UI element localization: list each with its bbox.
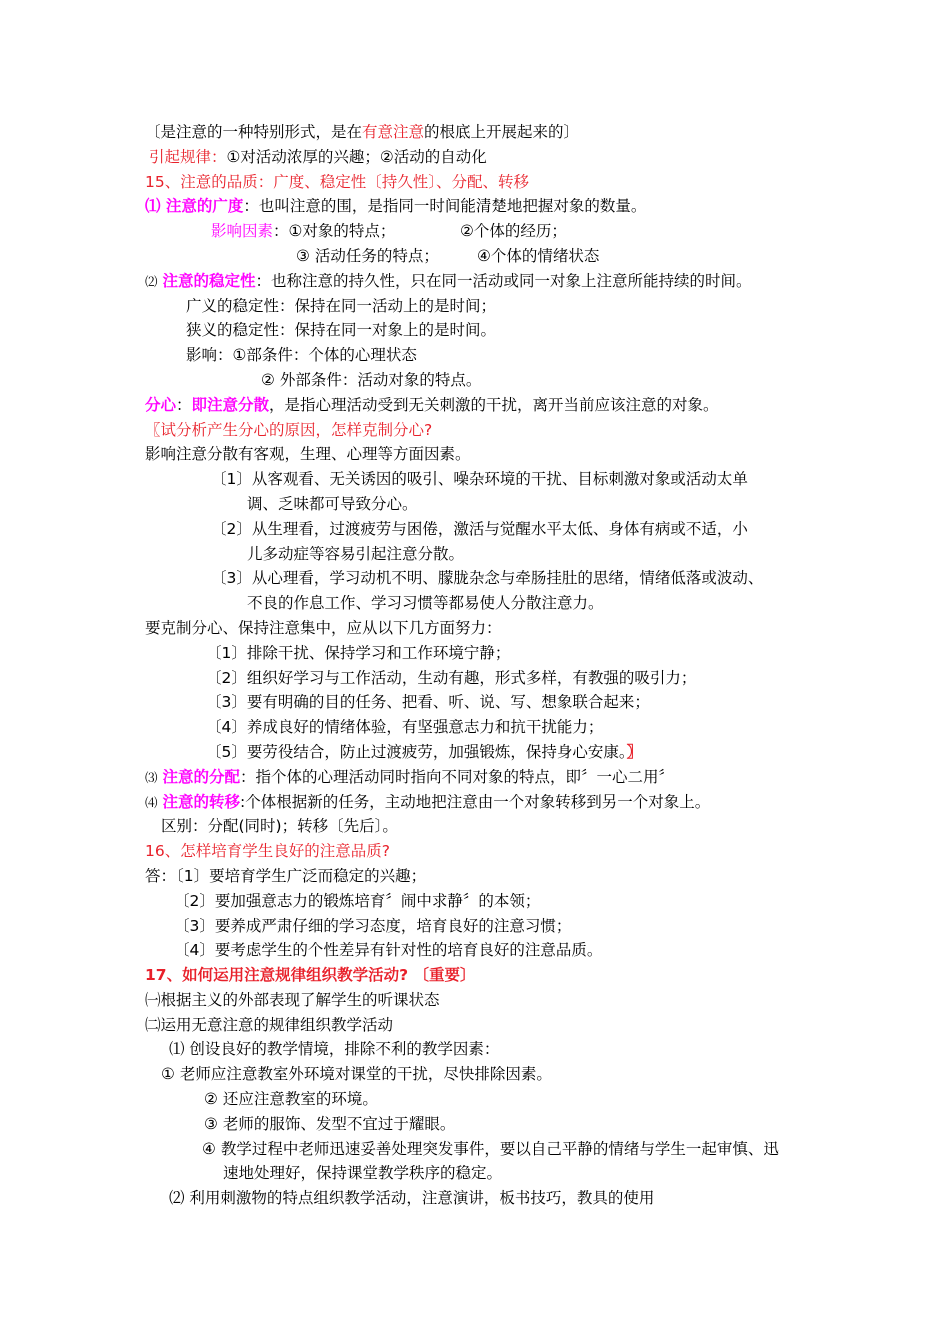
text-line (145, 393, 950, 418)
text-line: 答：〔1〕要培育学生广泛而稳定的兴趣； (145, 866, 427, 885)
text-line: 影响注意分散有客观，生理、心理等方面因素。 (145, 445, 471, 464)
text-segment: ③ 活动任务的特点； (296, 246, 439, 265)
highlight-term: 注意的转移 (162, 792, 240, 811)
text-line: ⑴ 创设良好的教学情境，排除不利的教学因素： (169, 1040, 500, 1059)
list-item: 〔2〕要加强意志力的锻炼培育〞闹中求静〞的本领； (174, 891, 541, 910)
text-line (145, 765, 950, 790)
text-line (149, 145, 950, 170)
highlight-term: 引起规律： (149, 147, 227, 166)
text-segment: 〔是注意的一种特别形式，是在 (145, 123, 363, 141)
text-line: 影响：①部条件：个体的心理状态 (186, 346, 417, 365)
highlight-term: 即注意分散 (191, 395, 270, 414)
highlight-term: 注意的稳定性 (162, 271, 256, 290)
text-line: 广义的稳定性：保持在同一活动上的是时间； (186, 296, 497, 315)
highlight-term: 分心 (145, 395, 177, 414)
question-heading: 〖试分析产生分心的原因，怎样克制分心? (145, 420, 433, 439)
document-page (0, 120, 950, 1211)
text-segment: ④个体的情绪状态 (477, 246, 600, 265)
text-line (145, 120, 950, 145)
list-item: ③ 老师的服饰、发型不宜过于耀眼。 (204, 1114, 456, 1133)
text-line: 速地处理好，保持课堂教学秩序的稳定。 (223, 1164, 503, 1183)
text-line (145, 790, 950, 815)
highlight-term: 注意的分配 (162, 767, 240, 786)
highlight-term: ⑴ 注意的广度 (145, 197, 244, 216)
text-segment: 的根底上开展起来的〕 (424, 123, 580, 141)
text-line: ㈠根据主义的外部表现了解学生的听课状态 (145, 990, 440, 1009)
highlight-term: 影响因素 (211, 222, 274, 241)
text-segment: ：也称注意的持久性，只在同一活动或同一对象上注意所能持续的时间。 (255, 271, 752, 290)
text-line (145, 194, 950, 219)
text-segment: ： (176, 395, 192, 414)
list-item: ② 还应注意教室的环境。 (204, 1090, 378, 1109)
highlight-term: 有意注意 (362, 123, 425, 141)
list-item (206, 740, 950, 765)
text-segment: :个体根据新的任务，主动地把注意由一个对象转移到另一个对象上。 (239, 792, 711, 811)
text-segment: ⑵ (145, 273, 158, 289)
text-line: 儿多动症等容易引起注意分散。 (247, 544, 465, 563)
list-item: 〔1〕排除干扰、保持学习和工作环境宁静； (206, 643, 511, 662)
text-segment: ⑷ (145, 794, 158, 810)
text-line: ② 外部条件：活动对象的特点。 (261, 370, 482, 389)
list-item: 〔2〕组织好学习与工作活动，生动有趣，形式多样，有教强的吸引力； (206, 668, 697, 687)
text-line: 〔1〕从客观看、无关诱因的吸引、噪杂环境的干扰、目标刺激对象或活动太单 (211, 470, 748, 489)
text-line: 调、乏味都可导致分心。 (247, 494, 418, 513)
closing-bracket: 〗 (626, 742, 643, 761)
text-line (145, 269, 950, 294)
text-line: 区别：分配(同时)；转移〔先后〕。 (161, 817, 398, 836)
text-line: 〔3〕从心理看，学习动机不明、朦胧杂念与牵肠挂肚的思绪，情绪低落或波动、 (211, 569, 764, 588)
list-item: 〔4〕养成良好的情绪体验，有坚强意志力和抗干扰能力； (206, 718, 604, 737)
text-line (211, 219, 950, 244)
list-item: ① 老师应注意教室外环境对课堂的干扰，尽快排除因素。 (161, 1065, 552, 1084)
text-segment: ：①对象的特点； (273, 222, 396, 241)
text-line (296, 244, 950, 269)
list-item: 〔3〕要养成严肃仔细的学习态度，培育良好的注意习惯； (174, 916, 572, 935)
text-segment: ：也叫注意的围，是指同一时间能清楚地把握对象的数量。 (243, 197, 647, 216)
text-line: 不良的作息工作、学习习惯等都易使人分散注意力。 (247, 594, 604, 613)
list-item: ④ 教学过程中老师迅速妥善处理突发事件，要以自己平静的情绪与学生一起审慎、迅 (202, 1139, 779, 1158)
text-line: 要克制分心、保持注意集中，应从以下几方面努力： (145, 618, 502, 637)
text-segment: ②个体的经历； (460, 222, 567, 241)
section-heading: 17、如何运用注意规律组织教学活动? 〔重要〕 (145, 966, 476, 985)
text-segment: 〔5〕要劳役结合，防止过渡疲劳，加强锻炼，保持身心安康。 (206, 742, 627, 761)
text-line: ⑵ 利用刺激物的特点组织教学活动，注意演讲，板书技巧，教具的使用 (169, 1189, 655, 1208)
list-item: 〔3〕要有明确的目的任务、把看、听、说、写、想象联合起来； (206, 693, 650, 712)
text-segment: ，是指心理活动受到无关刺激的干扰，离开当前应该注意的对象。 (269, 395, 719, 414)
list-item: 〔4〕要考虑学生的个性差异有针对性的培育良好的注意品质。 (174, 941, 603, 960)
text-segment: ⑶ (145, 769, 158, 785)
text-line: 狭义的稳定性：保持在同一对象上的是时间。 (186, 321, 497, 340)
section-heading: 16、怎样培育学生良好的注意品质? (145, 842, 390, 861)
text-line: ㈡运用无意注意的规律组织教学活动 (145, 1015, 394, 1034)
section-heading: 15、注意的品质：广度、稳定性〔持久性〕、分配、转移 (145, 172, 529, 191)
text-segment: ①对活动浓厚的兴趣；②活动的自动化 (226, 147, 487, 166)
text-segment: ：指个体的心理活动同时指向不同对象的特点，即〞一心二用〞 (239, 767, 674, 786)
text-line: 〔2〕从生理看，过渡疲劳与困倦，激活与觉醒水平太低、身体有病或不适，小 (211, 519, 748, 538)
